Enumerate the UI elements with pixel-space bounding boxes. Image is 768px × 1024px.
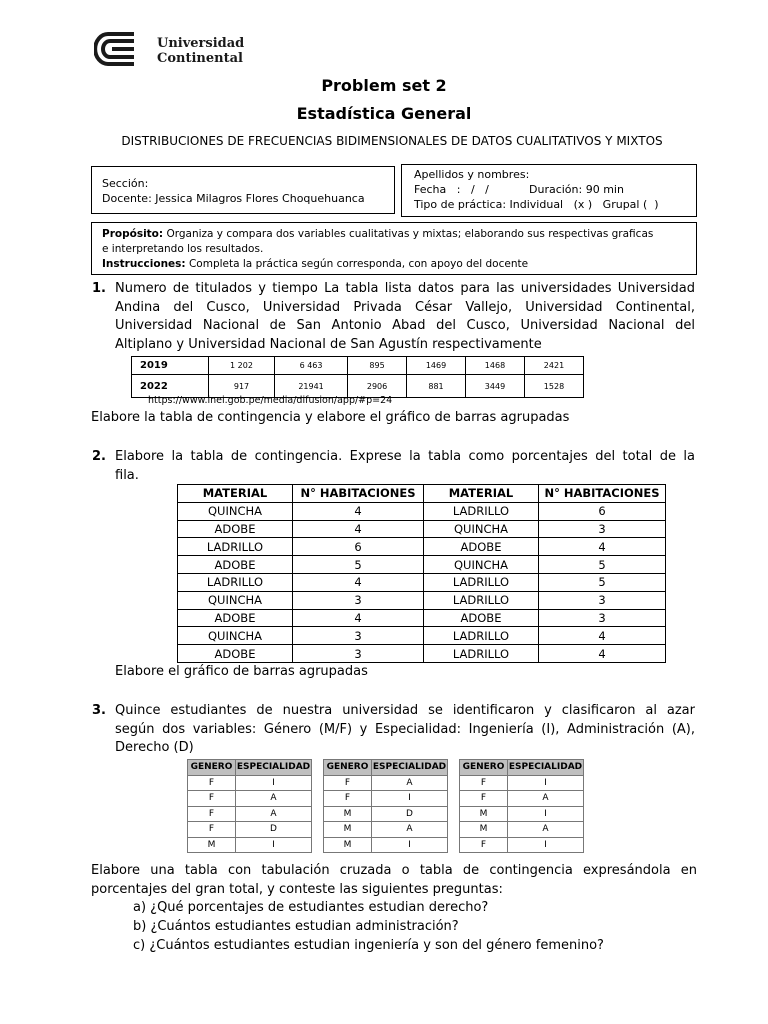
table-cell: M bbox=[324, 837, 372, 853]
table-cell: F bbox=[188, 775, 236, 791]
table-row bbox=[178, 502, 666, 520]
table-cell: I bbox=[236, 775, 312, 791]
topic-subtitle: DISTRIBUCIONES DE FRECUENCIAS BIDIMENSIONALES DE DATOS CUALITATIVOS Y MIXTOS bbox=[121, 134, 663, 148]
table-row bbox=[460, 806, 584, 822]
table-cell: QUINCHA bbox=[424, 556, 539, 574]
table-cell: 3 bbox=[293, 645, 424, 663]
table-cell: 4 bbox=[293, 520, 424, 538]
table-cell: 5 bbox=[539, 556, 666, 574]
table-cell: QUINCHA bbox=[178, 627, 293, 645]
table-cell: 4 bbox=[539, 538, 666, 556]
student-table-3 bbox=[459, 759, 584, 853]
table-row bbox=[324, 791, 448, 807]
problem-1-text: Numero de titulados y tiempo La tabla lista datos para las universidades Universidad Andina del Cusco, Universidad Privada César Vallejo, Universidad Continental, Universidad Nacional de San Antonio Abad del Cusco, Universidad Nacional del Altiplano y Universidad Nacional de San Agustín respectivamente bbox=[115, 281, 695, 352]
table-row bbox=[188, 822, 312, 838]
table-cell: ADOBE bbox=[424, 538, 539, 556]
table-cell: LADRILLO bbox=[424, 645, 539, 663]
section-field: Sección: bbox=[102, 177, 149, 190]
table-cell: QUINCHA bbox=[424, 520, 539, 538]
table-cell: ADOBE bbox=[424, 609, 539, 627]
table-cell: M bbox=[460, 806, 508, 822]
table-cell: F bbox=[188, 791, 236, 807]
purpose-box bbox=[91, 222, 697, 275]
table-cell: I bbox=[508, 837, 584, 853]
page-title: Problem set 2 bbox=[321, 76, 447, 95]
table-cell: 3 bbox=[539, 609, 666, 627]
table-header-row bbox=[188, 760, 312, 776]
table-row bbox=[460, 775, 584, 791]
problem-2-number: 2. bbox=[92, 449, 106, 464]
table-cell: ADOBE bbox=[178, 520, 293, 538]
table-cell: 3 bbox=[539, 591, 666, 609]
problem-3-number: 3. bbox=[92, 703, 106, 718]
date-field: Fecha : / / bbox=[414, 183, 489, 196]
problem-1-task: Elabore la tabla de contingencia y elabore el gráfico de barras agrupadas bbox=[91, 410, 570, 425]
table-row bbox=[460, 822, 584, 838]
table-cell: A bbox=[372, 822, 448, 838]
table-row bbox=[178, 538, 666, 556]
problem-3-text: Quince estudiantes de nuestra universidad se identificaron y clasificaron al azar según dos variables: Género (M/F) y Especialidad: Ingeniería (I), Administración (A), Derecho (D) bbox=[115, 703, 695, 755]
table-cell: I bbox=[372, 837, 448, 853]
table-cell: 4 bbox=[539, 627, 666, 645]
table-cell: I bbox=[372, 791, 448, 807]
table-cell: D bbox=[236, 822, 312, 838]
student-table-1 bbox=[187, 759, 312, 853]
table-cell: I bbox=[508, 806, 584, 822]
purpose-text: Organiza y compara dos variables cualitativas y mixtas; elaborando sus respectivas graficas bbox=[163, 228, 654, 240]
problem-2-task: Elabore el gráfico de barras agrupadas bbox=[115, 664, 368, 679]
name-field: Apellidos y nombres: bbox=[414, 168, 530, 181]
table-cell: LADRILLO bbox=[424, 573, 539, 591]
table-cell: 4 bbox=[539, 645, 666, 663]
question-a: a) ¿Qué porcentajes de estudiantes estudian derecho? bbox=[133, 900, 489, 915]
table-row bbox=[324, 806, 448, 822]
table-cell: I bbox=[508, 775, 584, 791]
table-cell: M bbox=[188, 837, 236, 853]
table-cell: F bbox=[460, 775, 508, 791]
table-header: ESPECIALIDAD bbox=[508, 760, 584, 776]
table-row bbox=[178, 573, 666, 591]
table-cell: LADRILLO bbox=[424, 591, 539, 609]
table-row bbox=[188, 837, 312, 853]
course-title: Estadística General bbox=[296, 104, 472, 123]
table-cell: ADOBE bbox=[178, 609, 293, 627]
table-cell: 4 bbox=[293, 609, 424, 627]
table-cell: 4 bbox=[293, 502, 424, 520]
table-cell: LADRILLO bbox=[424, 502, 539, 520]
table-header: ESPECIALIDAD bbox=[236, 760, 312, 776]
practice-type-field: Tipo de práctica: Individual (x ) Grupal ( ) bbox=[414, 198, 659, 211]
table-cell: QUINCHA bbox=[178, 502, 293, 520]
table-cell: A bbox=[508, 791, 584, 807]
table-row bbox=[178, 609, 666, 627]
table-cell: M bbox=[324, 806, 372, 822]
table-row bbox=[188, 775, 312, 791]
table-cell: A bbox=[236, 791, 312, 807]
table-row bbox=[178, 520, 666, 538]
table-cell: D bbox=[372, 806, 448, 822]
table-cell: A bbox=[372, 775, 448, 791]
table-row bbox=[178, 627, 666, 645]
table-cell: 6 bbox=[293, 538, 424, 556]
table-cell: F bbox=[324, 791, 372, 807]
table-cell: F bbox=[324, 775, 372, 791]
table-cell: LADRILLO bbox=[178, 538, 293, 556]
material-table bbox=[177, 484, 666, 663]
student-info-box bbox=[401, 164, 697, 217]
table-cell: 5 bbox=[539, 573, 666, 591]
table-cell: 6 bbox=[539, 502, 666, 520]
table-row bbox=[178, 645, 666, 663]
table-cell: 3 bbox=[293, 591, 424, 609]
table-header: GENERO bbox=[188, 760, 236, 776]
table-row bbox=[178, 591, 666, 609]
teacher-field: Docente: Jessica Milagros Flores Choquehuanca bbox=[102, 192, 365, 205]
student-table-2 bbox=[323, 759, 448, 853]
table-cell: M bbox=[460, 822, 508, 838]
table-cell: I bbox=[236, 837, 312, 853]
source-link[interactable]: https://www.inei.gob.pe/media/difusion/app/#p=24 bbox=[148, 395, 393, 406]
table-header: GENERO bbox=[460, 760, 508, 776]
table-header-row bbox=[324, 760, 448, 776]
duration-field: Duración: 90 min bbox=[529, 183, 624, 196]
question-b: b) ¿Cuántos estudiantes estudian administración? bbox=[133, 919, 459, 934]
table-cell: 5 bbox=[293, 556, 424, 574]
table-row bbox=[188, 806, 312, 822]
table-row: 2022 917 21941 2906 881 3449 1528 bbox=[132, 375, 584, 398]
problem-1-number: 1. bbox=[92, 281, 106, 296]
problem-3-task: Elabore una tabla con tabulación cruzada o tabla de contingencia expresándola en porcentajes del gran total, y conteste las siguientes preguntas: bbox=[91, 863, 697, 897]
purpose-label: Propósito: bbox=[102, 228, 164, 240]
table-cell: A bbox=[508, 822, 584, 838]
table-row bbox=[178, 556, 666, 574]
table-cell: 4 bbox=[293, 573, 424, 591]
table-cell: F bbox=[188, 806, 236, 822]
table-cell: LADRILLO bbox=[178, 573, 293, 591]
table-row bbox=[324, 822, 448, 838]
table-header-row: MATERIAL N° HABITACIONES MATERIAL N° HABITACIONES bbox=[178, 485, 666, 503]
table-header-row bbox=[460, 760, 584, 776]
table-row bbox=[460, 791, 584, 807]
table-row: 2019 1 202 6 463 895 1469 1468 2421 bbox=[132, 357, 584, 375]
table-cell: ADOBE bbox=[178, 645, 293, 663]
table-row bbox=[188, 791, 312, 807]
instructions-text: Completa la práctica según corresponda, con apoyo del docente bbox=[185, 258, 529, 270]
course-info-box bbox=[91, 166, 395, 214]
table-cell: A bbox=[236, 806, 312, 822]
table-cell: F bbox=[460, 837, 508, 853]
question-c: c) ¿Cuántos estudiantes estudian ingeniería y son del género femenino? bbox=[133, 938, 604, 953]
purpose-text-2: e interpretando los resultados. bbox=[102, 243, 264, 255]
table-cell: LADRILLO bbox=[424, 627, 539, 645]
table-cell: 3 bbox=[293, 627, 424, 645]
table-cell: 3 bbox=[539, 520, 666, 538]
instructions-label: Instrucciones: bbox=[102, 258, 186, 270]
table-cell: F bbox=[188, 822, 236, 838]
logo-text: Universidad Continental bbox=[157, 36, 245, 66]
table-cell: QUINCHA bbox=[178, 591, 293, 609]
problem-2-text: Elabore la tabla de contingencia. Exprese la tabla como porcentajes del total de la fila. bbox=[115, 449, 695, 483]
table-header: ESPECIALIDAD bbox=[372, 760, 448, 776]
table-row bbox=[460, 837, 584, 853]
table-cell: F bbox=[460, 791, 508, 807]
graduates-table bbox=[131, 356, 584, 398]
table-cell: ADOBE bbox=[178, 556, 293, 574]
table-row bbox=[324, 775, 448, 791]
table-header: GENERO bbox=[324, 760, 372, 776]
table-row bbox=[324, 837, 448, 853]
table-cell: M bbox=[324, 822, 372, 838]
